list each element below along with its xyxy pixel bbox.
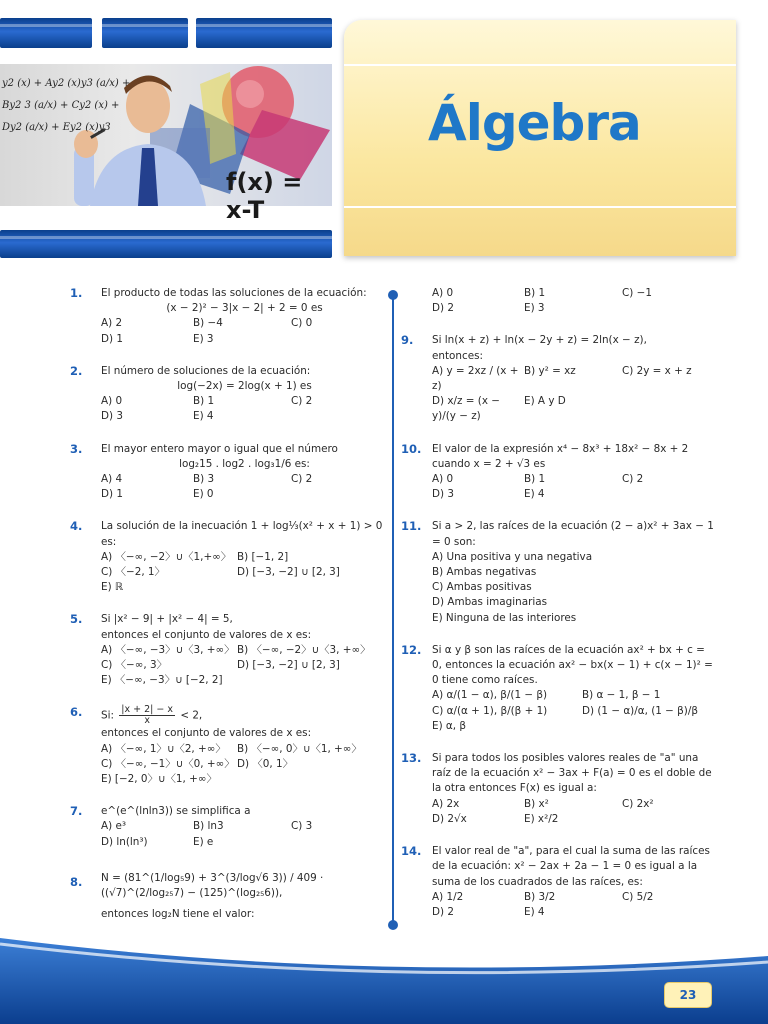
option: D) [−3, −2] ∪ [2, 3] [237,659,340,672]
question-number: 2. [70,363,83,378]
question-stem: El valor de la expresión x⁴ − 8x³ + 18x² − 8x + 2 cuando x = 2 + √3 es [432,442,689,470]
question-number: 1. [70,286,83,300]
option: C) 3 [291,820,313,833]
footer-wave [0,930,768,1024]
question-number: 8. [70,874,83,889]
option: E) 4 [193,410,214,423]
question-8 [70,867,388,923]
question-number: 4. [70,519,83,534]
page-title: Álgebra [428,94,641,152]
question-stem: El número de soluciones de la ecuación: [101,364,311,377]
option: E) 4 [524,905,545,918]
photo-formula: Dy2 (a/x) + Ey2 (x)y3 [2,122,111,133]
question-3 [70,442,388,503]
question-equation: entonces log₂N tiene el valor: [101,908,255,921]
option: E) [−2, 0〉∪〈1, +∞〉 [101,773,217,786]
option: D) 1 [101,332,123,345]
header-stripe [0,230,332,258]
answer-options [432,688,717,734]
option: B) ln3 [193,820,224,833]
option: D) 2 [432,302,454,315]
option: E) Ninguna de las interiores [432,611,577,624]
option: E) x²/2 [524,812,559,825]
question-equation: log(−2x) = 2log(x + 1) es [177,380,312,393]
option: E) ℝ [101,581,124,594]
option: A) 〈−∞, −2〉∪〈1,+∞〉 [101,550,232,563]
option: D) 〈0, 1〉 [237,757,293,770]
question-4 [70,519,388,595]
option: C) 0 [291,317,313,330]
option: C) 2y = x + z [622,364,692,377]
question-number: 5. [70,612,83,627]
option: D) 3 [432,488,454,501]
question-2 [70,364,388,425]
questions-left-column [70,286,388,923]
option: C) 2 [622,473,644,486]
question-stem: El valor real de "a", para el cual la suma de las raíces de la ecuación: x² − 2ax + 2a − 1 = 0 es igual a la suma de los cuadrados de las raíces, es: [432,845,710,888]
option: E) 〈−∞, −3〉∪ [−2, 2] [101,674,223,687]
option: B) 3/2 [524,890,556,903]
question-number: 14. [401,844,422,859]
option: A) 2x [432,797,460,810]
page-number: 23 [664,982,712,1008]
question-equation: entonces el conjunto de valores de x es: [101,628,312,641]
option: B) −4 [193,317,223,330]
option: E) A y D [524,395,566,408]
photo-formula: y2 (x) + Ay2 (x)y3 (a/x) + [2,78,131,89]
option: C) 2x² [622,797,654,810]
header-stripe [0,18,92,48]
option: B) y² = xz [524,364,576,377]
option: C) α/(α + 1), β/(β + 1) [432,704,548,717]
column-divider [392,294,394,926]
question-stem: Si: $\frac{|x + 2| - x}{x}$ < 2, [101,704,203,727]
header-stripe [196,18,332,48]
option: B) 1 [193,395,215,408]
option: D) [−3, −2] ∪ [2, 3] [237,566,340,579]
question-number: 11. [401,519,422,534]
option: D) 3 [101,410,123,423]
question-stem: El producto de todas las soluciones de la ecuación: [101,287,367,299]
option: E) e [193,835,214,848]
question-stem: e^(e^(lnln3)) se simplifica a [101,805,251,818]
option: B) 3 [193,473,215,486]
option: B) Ambas negativas [432,566,537,579]
option: A) Una positiva y una negativa [432,550,593,563]
page-footer [0,930,768,1024]
divider-dot [388,920,398,930]
questions-right-column [401,286,717,920]
option: A) α/(1 − α), β/(1 − β) [432,689,548,702]
option: C) 〈−∞, 3〉 [101,659,167,672]
question-5 [70,612,388,688]
option: A) 0 [432,287,454,299]
question-number: 13. [401,751,422,766]
option: D) Ambas imaginarias [432,596,548,609]
question-13 [401,751,717,827]
answer-options [432,364,717,425]
option: E) 3 [193,332,214,345]
option: B) α − 1, β − 1 [582,689,661,702]
option: A) 1/2 [432,890,464,903]
option: B) 1 [524,287,546,299]
question-stem: Si para todos los posibles valores reales de "a" una raíz de la ecuación x² − 3ax + F(a) = 0 es el doble de la otra entonces F(x) es igual a: [432,752,712,795]
option: B) 1 [524,473,546,486]
answer-options [101,394,388,424]
header-photo [0,64,332,224]
option: A) 〈−∞, −3〉∪〈3, +∞〉 [101,643,235,656]
option: B) [−1, 2] [237,550,289,563]
question-stem: El mayor entero mayor o igual que el número [101,442,338,455]
question-stem: Si α y β son las raíces de la ecuación ax² + bx + c = 0, entonces la ecuación ax² − bx(x − 1) + c(x − 1)² = 0 tiene como raíces. [432,643,713,687]
answer-options [101,819,388,849]
option: A) e³ [101,820,127,833]
answer-options [432,890,717,920]
question-number: 9. [401,333,414,348]
option: C) 5/2 [622,890,654,903]
option: C) 2 [291,473,313,486]
option: A) 2 [101,317,123,330]
question-8-options [401,286,717,316]
answer-options [101,316,388,346]
option: B) x² [524,797,549,810]
answer-options [101,643,388,689]
option: C) Ambas positivas [432,581,532,594]
photo-formula: f(x) = x-T [226,168,303,224]
option: A) y = 2xz / (x + z) [432,364,519,393]
option: A) 〈−∞, 1〉∪〈2, +∞〉 [101,742,226,755]
option: E) 3 [524,302,545,315]
question-1 [70,286,388,347]
question-stem: Si a > 2, las raíces de la ecuación (2 − a)x² + 3ax − 1 = 0 son: [432,520,714,548]
question-number: 3. [70,441,83,456]
question-number: 6. [70,705,83,720]
option: A) 0 [101,395,123,408]
question-stem: Si |x² − 9| + |x² − 4| = 5, [101,613,233,626]
question-equation: (x − 2)² − 3|x − 2| + 2 = 0 es [166,302,323,315]
fraction: $\frac{|x + 2| - x}{x}$ [121,704,173,727]
answer-options [432,286,717,316]
answer-options [432,472,717,502]
option: B) 〈−∞, −2〉∪〈3, +∞〉 [237,643,371,656]
option: D) 2 [432,905,454,918]
option: E) 0 [193,488,214,501]
answer-options [101,742,388,788]
option: E) 4 [524,488,545,501]
page-header [0,0,768,262]
option: D) 1 [101,488,123,501]
answer-options [101,550,388,596]
option: E) α, β [432,719,467,732]
header-stripe [102,18,188,48]
question-12 [401,643,717,734]
answer-options [432,797,717,827]
option: C) −1 [622,287,652,299]
question-stem: N = (81^(1/log₅9) + 3^(3/log√6 3)) / 409 · ((√7)^(2/log₂₅7) − (125)^(log₂₅6)), [101,871,324,900]
photo-formula: By2 3 (a/x) + Cy2 (x) + [2,100,120,111]
question-10 [401,442,717,503]
option: D) 2√x [432,812,467,825]
question-number: 7. [70,804,83,819]
option: A) 0 [432,473,454,486]
question-9 [401,333,717,424]
option: C) 〈−2, 1〉 [101,566,165,579]
divider-dot [388,290,398,300]
option: C) 2 [291,395,313,408]
answer-options [101,472,388,502]
question-stem: La solución de la inecuación 1 + log⅓(x² + x + 1) > 0 es: [101,520,383,548]
question-14 [401,844,717,920]
option: A) 4 [101,473,123,486]
option: D) ln(ln³) [101,835,148,848]
option: C) 〈−∞, −1〉∪〈0, +∞〉 [101,757,235,770]
question-equation: entonces el conjunto de valores de x es: [101,727,312,740]
option: D) (1 − α)/α, (1 − β)/β [582,704,698,717]
question-6 [70,705,388,787]
question-number: 12. [401,642,422,657]
question-number: 10. [401,441,422,456]
option: B) 〈−∞, 0〉∪〈1, +∞〉 [237,742,362,755]
question-stem: Si ln(x + z) + ln(x − 2y + z) = 2ln(x − z), [432,334,647,347]
question-equation: log₂15 . log2 . log₃1/6 es: [179,457,310,470]
option: D) x/z = (x − y)/(y − z) [432,395,500,423]
answer-options [432,550,717,626]
question-11 [401,519,717,625]
question-7 [70,804,388,850]
question-equation: entonces: [432,349,484,362]
title-panel [344,20,736,256]
